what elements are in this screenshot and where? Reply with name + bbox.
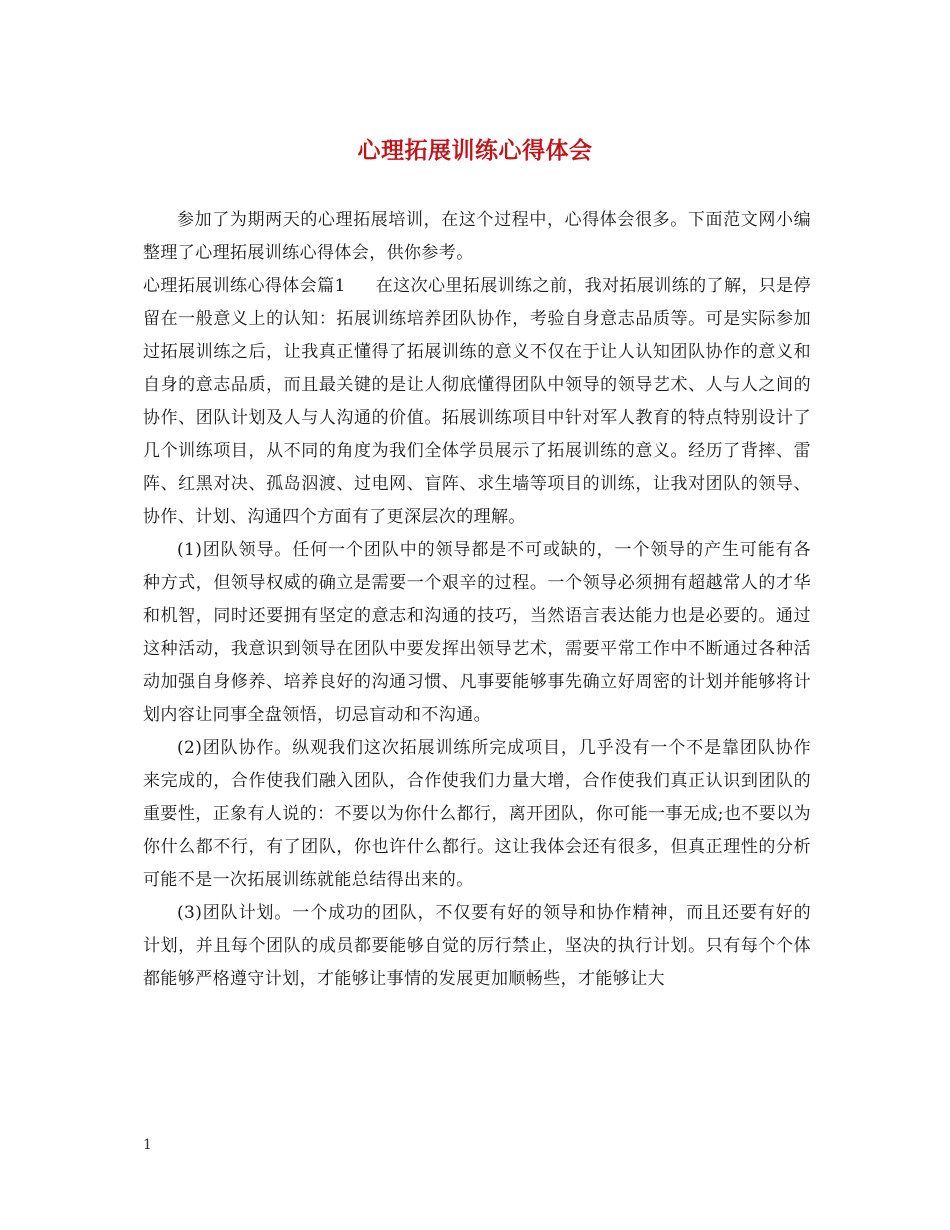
document-title: 心理拓展训练心得体会 [357,137,593,164]
planning-paragraph: (3)团队计划。一个成功的团队，不仅要有好的领导和协作精神，而且还要有好的计划，并且每个团队的成员都要能够自觉的厉行禁止，坚决的执行计划。只有每个个体都能够严格遵守计划，才能够让事情的发展更加顺畅些，才能够让大 [143,903,811,989]
page-number: 1 [143,1137,152,1153]
leadership-paragraph: (1)团队领导。任何一个团队中的领导都是不可或缺的，一个领导的产生可能有各种方式，但领导权威的确立是需要一个艰辛的过程。一个领导必须拥有超越常人的才华和机智，同时还要拥有坚定的意志和沟通的技巧，当然语言表达能力也是必要的。通过这种活动，我意识到领导在团队中要发挥出领导艺术，需要平常工作中不断通过各种活动加强自身修养、培养良好的沟通习惯、凡事要能够事先确立好周密的计划并能够将计划内容让同事全盘领悟，切忌盲动和不沟通。 [143,540,811,725]
intro-paragraph: 参加了为期两天的心理拓展培训，在这个过程中，心得体会很多。下面范文网小编整理了心理拓展训练心得体会，供你参考。 [143,210,811,263]
section-1-text: 在这次心里拓展训练之前，我对拓展训练的了解，只是停留在一般意义上的认知：拓展训练培养团队协作，考验自身意志品质等。可是实际参加过拓展训练之后，让我真正懂得了拓展训练的意义不仅在于让人认知团队协作的意义和自身的意志品质，而且最关键的是让人彻底懂得团队中领导的领导艺术、人与人之间的协作、团队计划及人与人沟通的价值。拓展训练项目中针对军人教育的特点特别设计了几个训练项目，从不同的角度为我们全体学员展示了拓展训练的意义。经历了背摔、雷阵、红黑对决、孤岛泅渡、过电网、盲阵、求生墙等项目的训练，让我对团队的领导、协作、计划、沟通四个方面有了更深层次的理解。 [143,276,811,527]
section-1-heading: 心理拓展训练心得体会篇1 [143,276,346,296]
cooperation-paragraph: (2)团队协作。纵观我们这次拓展训练所完成项目，几乎没有一个不是靠团队协作来完成的，合作使我们融入团队，合作使我们力量大增，合作使我们真正认识到团队的重要性，正象有人说的：不要以为你什么都行，离开团队，你可能一事无成;也不要以为你什么都不行，有了团队，你也许什么都行。这让我体会还有很多，但真正理性的分析可能不是一次拓展训练就能总结得出来的。 [143,738,811,890]
section-1-paragraph [143,270,811,534]
document-body [143,204,811,996]
